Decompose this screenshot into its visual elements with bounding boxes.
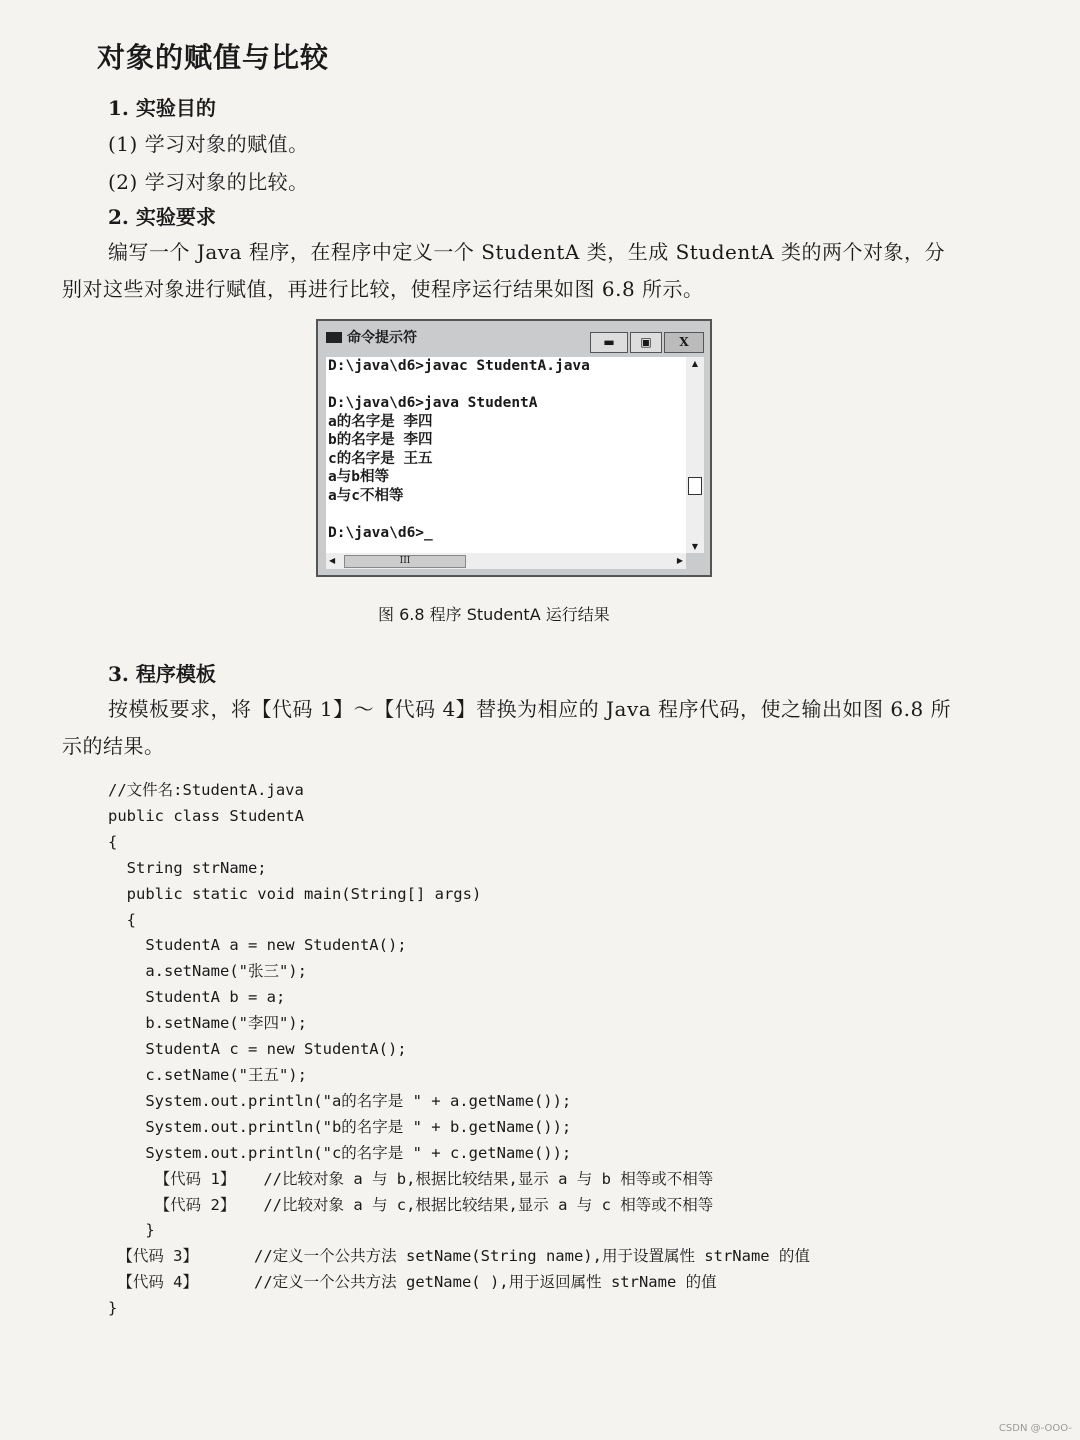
section-heading: 2. 实验要求 xyxy=(108,205,216,229)
scroll-right-icon[interactable]: ▶ xyxy=(676,556,683,565)
window-title: 命令提示符 xyxy=(347,330,417,346)
terminal-output xyxy=(326,357,688,553)
terminal-line: c的名字是 王五 xyxy=(328,450,433,467)
cmd-icon xyxy=(326,332,342,343)
code-line: a.setName("张三"); xyxy=(108,962,307,981)
code-line: public class StudentA xyxy=(108,806,304,825)
code-line: } xyxy=(108,1221,155,1240)
terminal-line: b的名字是 李四 xyxy=(328,432,433,448)
terminal-line: a与b相等 xyxy=(328,469,389,485)
terminal-line: D:\java\d6>java StudentA xyxy=(328,395,538,411)
scroll-up-icon[interactable]: ▲ xyxy=(691,359,699,368)
code-line: StudentA a = new StudentA(); xyxy=(108,936,407,955)
code-line: 【代码 4】 //定义一个公共方法 getName( ),用于返回属性 strName 的值 xyxy=(108,1273,717,1292)
code-line: } xyxy=(108,1299,118,1318)
code-line: StudentA b = a; xyxy=(108,988,286,1007)
scroll-down-icon[interactable]: ▼ xyxy=(691,542,699,551)
code-listing xyxy=(108,778,810,1322)
terminal-line xyxy=(328,505,688,524)
paragraph: 按模板要求，将【代码 1】～【代码 4】替换为相应的 Java 程序代码，使之输出如图 6.8 所 xyxy=(108,697,952,721)
code-line: public static void main(String[] args) xyxy=(108,884,482,903)
scroll-thumb[interactable] xyxy=(688,477,702,495)
code-line: 【代码 2】 //比较对象 a 与 c,根据比较结果,显示 a 与 c 相等或不相等 xyxy=(108,1195,714,1214)
terminal-line: D:\java\d6>javac StudentA.java xyxy=(328,358,590,374)
watermark: CSDN @-OOO- xyxy=(998,1423,1072,1434)
minimize-button[interactable]: ▬ xyxy=(590,332,628,353)
paragraph: 示的结果。 xyxy=(62,734,165,758)
code-line: System.out.println("c的名字是 " + c.getName()); xyxy=(108,1143,572,1162)
code-line: String strName; xyxy=(108,858,267,877)
terminal-line xyxy=(328,376,688,395)
code-line: 【代码 3】 //定义一个公共方法 setName(String name),用于设置属性 strName 的值 xyxy=(108,1247,810,1266)
terminal-line: D:\java\d6>_ xyxy=(328,524,433,541)
code-line: c.setName("王五"); xyxy=(108,1065,307,1084)
page-title: 对象的赋值与比较 xyxy=(97,41,330,74)
paragraph: 别对这些对象进行赋值，再进行比较，使程序运行结果如图 6.8 所示。 xyxy=(62,277,704,301)
code-line: { xyxy=(108,910,136,929)
figure-caption: 图 6.8 程序 StudentA 运行结果 xyxy=(378,605,610,624)
terminal-line: a与c不相等 xyxy=(328,487,404,504)
horizontal-scrollbar[interactable] xyxy=(326,553,686,569)
code-line: System.out.println("a的名字是 " + a.getName()); xyxy=(108,1091,572,1110)
scroll-thumb[interactable]: III xyxy=(344,555,466,568)
code-line: System.out.println("b的名字是 " + b.getName()); xyxy=(108,1117,572,1136)
maximize-button[interactable]: ▣ xyxy=(630,332,662,353)
code-line: b.setName("李四"); xyxy=(108,1014,307,1033)
command-prompt-window xyxy=(316,319,712,577)
paragraph: (2) 学习对象的比较。 xyxy=(108,170,309,194)
code-line: 【代码 1】 //比较对象 a 与 b,根据比较结果,显示 a 与 b 相等或不相等 xyxy=(108,1169,714,1188)
code-line: //文件名:StudentA.java xyxy=(108,781,304,799)
close-button[interactable]: X xyxy=(664,332,704,353)
scroll-left-icon[interactable]: ◀ xyxy=(329,556,336,565)
section-heading: 3. 程序模板 xyxy=(108,662,216,686)
paragraph: (1) 学习对象的赋值。 xyxy=(108,132,309,156)
code-line: { xyxy=(108,832,118,851)
terminal-line: a的名字是 李四 xyxy=(328,413,433,430)
vertical-scrollbar[interactable] xyxy=(686,357,704,553)
section-heading: 1. 实验目的 xyxy=(108,96,216,120)
paragraph: 编写一个 Java 程序，在程序中定义一个 StudentA 类，生成 StudentA 类的两个对象，分 xyxy=(108,240,946,264)
code-line: StudentA c = new StudentA(); xyxy=(108,1040,407,1059)
